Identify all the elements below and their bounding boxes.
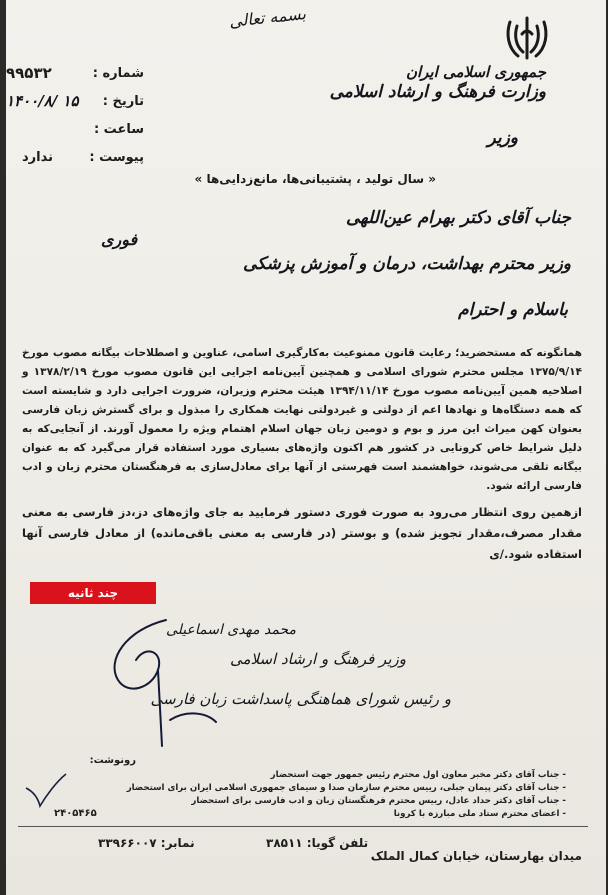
- basmala: بسمه تعالی: [228, 4, 307, 31]
- phone-number: تلفن گویا: ۳۸۵۱۱: [266, 836, 369, 850]
- cc-item: - جناب آقای دکتر حداد عادل، رییس محترم فرهنگستان زبان و ادب فارسی برای استحضار: [191, 796, 566, 806]
- signer-name: محمد مهدی اسماعیلی: [166, 622, 296, 638]
- year-slogan: « سال تولید ، پشتیبانی‌ها، مانع‌زدایی‌ها »: [194, 172, 436, 186]
- minister-title: وزیر: [487, 128, 518, 148]
- signer-title-2: و رئیس شورای هماهنگی پاسداشت زبان فارسی: [150, 690, 451, 708]
- fax-number: نمابر: ۳۳۹۶۶۰۰۷: [98, 836, 195, 850]
- cc-item: - جناب آقای دکتر مخبر معاون اول محترم رئیس جمهور جهت استحضار: [270, 770, 566, 780]
- signer-title-1: وزیر فرهنگ و ارشاد اسلامی: [229, 650, 406, 668]
- check-icon: [16, 770, 76, 810]
- body-paragraph-2: ازهمین روی انتظار می‌رود به صورت فوری دستور فرمایید به جای واژه‌های دز،دز فارسی به معنی مقدار مصرف،مقدار تجویز شده) و بوستر (در فارسی به معنی باقی‌مانده) از معادل فارسی آنها استفاده شود./ی: [22, 505, 582, 561]
- letter-page: [6, 0, 606, 895]
- ministry-name: [330, 62, 546, 102]
- number-label: شماره :: [92, 66, 144, 81]
- recipient-name: جناب آقای دکتر بهرام عین‌اللهی: [346, 208, 571, 228]
- postal-address: میدان بهارستان، خیابان کمال الملک: [370, 849, 582, 863]
- chand-saniyeh-badge: چند ثانیه: [30, 582, 156, 604]
- cc-item: - اعضای محترم ستاد ملی مبارزه با کرونا: [393, 809, 566, 819]
- iran-emblem-icon: [504, 14, 550, 62]
- ministry-line-2: وزارت فرهنگ و ارشاد اسلامی: [329, 82, 546, 102]
- date-value: ۱۴۰۰/۸/ ۱۵: [6, 92, 79, 110]
- time-label: ساعت :: [93, 122, 144, 137]
- attachment-label: پیوست :: [89, 150, 144, 165]
- footer-divider: [18, 826, 588, 827]
- number-value: ۹۹۵۳۲: [6, 64, 52, 82]
- date-label: تاریخ :: [102, 94, 144, 109]
- greeting: باسلام و احترام: [458, 300, 568, 320]
- urgent-mark: فوری: [101, 230, 138, 249]
- ministry-line-1: جمهوری اسلامی ایران: [405, 63, 546, 81]
- cc-item: - جناب آقای دکتر پیمان جبلی، رییس محترم سازمان صدا و سیمای جمهوری اسلامی ایران برای استحضار: [126, 783, 566, 793]
- cc-heading: رونوشت:: [89, 755, 136, 766]
- recipient-title: وزیر محترم بهداشت، درمان و آموزش پزشکی: [242, 254, 571, 274]
- attachment-value: ندارد: [22, 150, 54, 165]
- reference-code: ۲۴۰۵۴۶۵: [54, 808, 97, 819]
- body-paragraph-1: همانگونه که مستحضرید؛ رعایت قانون ممنوعیت به‌کارگیری اسامی، عناوین و اصطلاحات بیگانه مصوب مورخ ۱۳۷۵/۹/۱۴ مجلس محترم شورای اسلامی و همچنین آیین‌نامه اجرایی این قانون مصوب مورخ ۱۳۷۸/۲/۱۹ و اصلاحیه همین آیین‌نامه مصوب مورخ ۱۳۹۴/۱۱/۱۴ هیئت محترم وزیران، ضرورت اجرایی دارد و شایسته است که همه دستگاه‌ها و نهادها اعم از دولتی و غیردولتی نهایت همکاری را مبذول و برای گسترش زبان فارسی بعنوان کهن میراث این مرز و بوم و دومین زبان جهان اسلام اهتمام ویژه را معمول آورند. از آنجایی‌که به دلیل شرایط خاص کرونایی در کشور هم اکنون واژه‌های بسیاری مورد استفاده قرار می‌گیرد که به عنوان بیگانه تلقی می‌شوند، خواهشمند است فهرستی از آنها برای معادل‌سازی به فرهنگستان محترم زبان و ادب فارسی ارائه شود.: [22, 347, 583, 492]
